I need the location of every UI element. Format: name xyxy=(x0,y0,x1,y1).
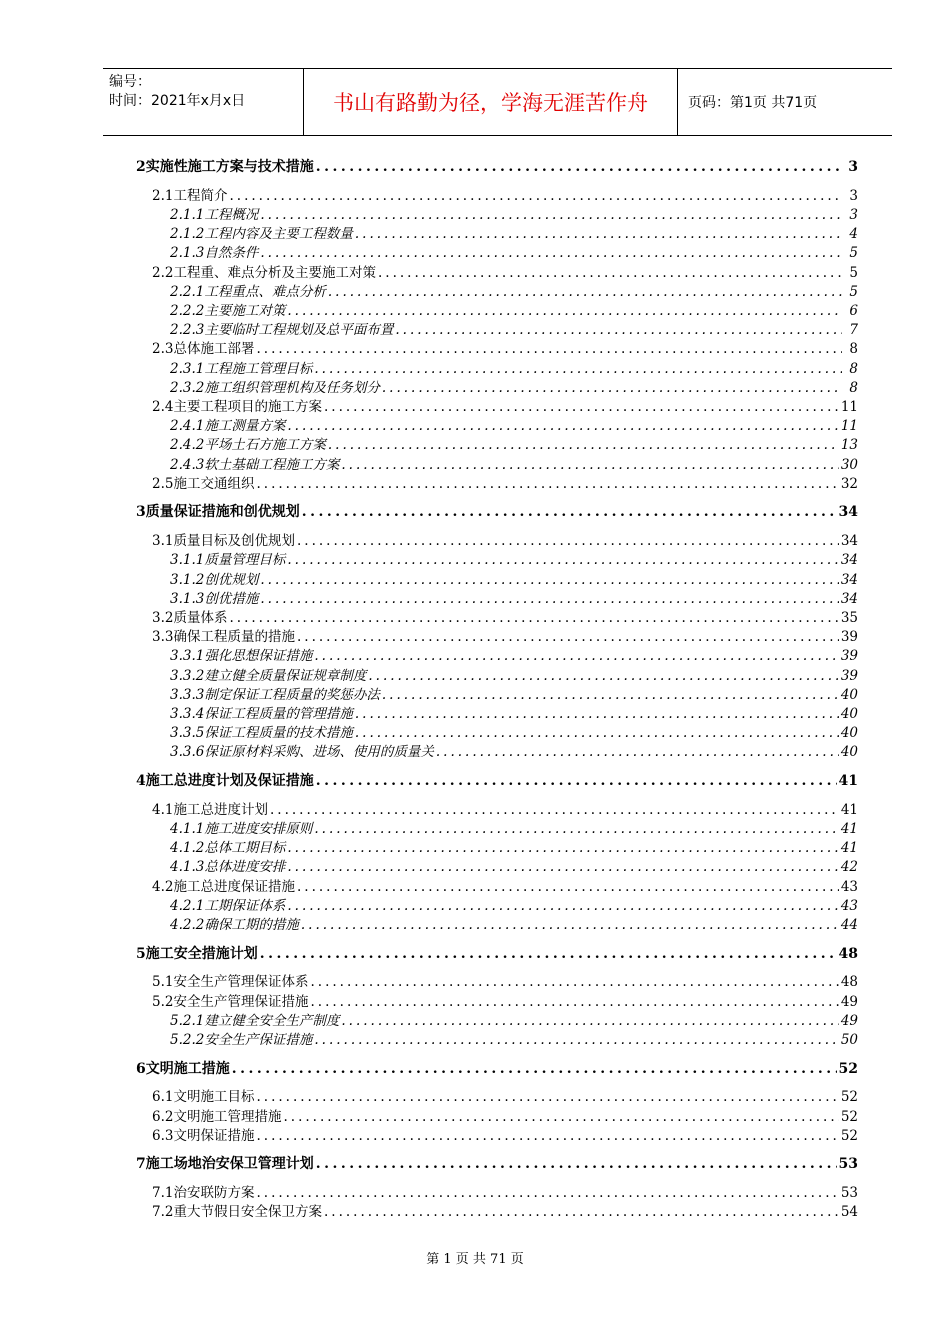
toc-page-number: 32 xyxy=(840,475,858,492)
toc-title: 3.3.4保证工程质量的管理措施 xyxy=(170,705,353,722)
toc-leader-dots xyxy=(297,532,839,551)
toc-section[interactable] xyxy=(152,532,858,551)
page-footer: 第 1 页 共 71 页 xyxy=(426,1252,524,1267)
toc-subsection[interactable] xyxy=(170,839,858,858)
toc-subsection[interactable] xyxy=(170,686,858,705)
toc-title: 5.2.1建立健全安全生产制度 xyxy=(170,1012,340,1029)
toc-title: 2.2.3主要临时工程规划及总平面布置 xyxy=(170,322,394,339)
toc-title: 2.5施工交通组织 xyxy=(152,475,255,492)
page-header xyxy=(103,68,892,136)
toc-title: 3.1.2创优规划 xyxy=(170,571,259,588)
toc-section[interactable] xyxy=(152,1127,858,1146)
toc-page-number: 34 xyxy=(838,504,858,521)
toc-leader-dots xyxy=(302,503,837,522)
toc-leader-dots xyxy=(256,340,842,359)
toc-leader-dots xyxy=(314,360,842,379)
toc-section[interactable] xyxy=(152,187,858,206)
toc-leader-dots xyxy=(229,609,838,628)
toc-subsection[interactable] xyxy=(170,206,858,225)
toc-subsection[interactable] xyxy=(170,225,858,244)
toc-subsection[interactable] xyxy=(170,590,858,609)
toc-title: 2.4.1施工测量方案 xyxy=(170,418,286,435)
toc-leader-dots xyxy=(382,379,842,398)
toc-title: 5施工安全措施计划 xyxy=(136,945,258,962)
toc-leader-dots xyxy=(229,187,842,206)
toc-chapter[interactable] xyxy=(136,1060,858,1079)
toc-page-number: 52 xyxy=(838,1060,858,1077)
toc-page-number: 3 xyxy=(848,159,858,175)
toc-subsection[interactable] xyxy=(170,820,858,839)
toc-leader-dots xyxy=(287,839,838,858)
toc-leader-dots xyxy=(314,647,838,666)
toc-page-number: 11 xyxy=(840,418,858,435)
toc-section[interactable] xyxy=(152,1088,858,1107)
toc-title: 2.1.1工程概况 xyxy=(170,206,259,223)
toc-section[interactable] xyxy=(152,973,858,992)
toc-section[interactable] xyxy=(152,609,858,628)
toc-section[interactable] xyxy=(152,1108,858,1127)
toc-page-number: 13 xyxy=(840,437,858,454)
toc-page-number: 39 xyxy=(840,667,858,684)
toc-page-number: 30 xyxy=(840,456,858,473)
toc-title: 7.2重大节假日安全保卫方案 xyxy=(152,1204,322,1221)
toc-leader-dots xyxy=(260,945,837,964)
toc-subsection[interactable] xyxy=(170,897,858,916)
toc-leader-dots xyxy=(297,628,839,647)
toc-leader-dots xyxy=(270,801,839,820)
toc-subsection[interactable] xyxy=(170,667,858,686)
toc-title: 2.3.1工程施工管理目标 xyxy=(170,360,313,377)
toc-subsection[interactable] xyxy=(170,321,858,340)
toc-page-number: 54 xyxy=(840,1204,858,1221)
toc-leader-dots xyxy=(314,1031,838,1050)
toc-leader-dots xyxy=(314,820,838,839)
toc-page-number: 7 xyxy=(849,322,858,339)
time-label: 时间：2021年x月x日 xyxy=(109,93,246,109)
toc-title: 4.2.2确保工期的措施 xyxy=(170,916,299,933)
toc-page-number: 35 xyxy=(840,609,858,626)
toc-page-number: 40 xyxy=(840,725,858,742)
header-meta xyxy=(103,69,304,135)
toc-title: 6.1文明施工目标 xyxy=(152,1089,255,1106)
toc-page-number: 43 xyxy=(840,878,858,895)
toc-subsection[interactable] xyxy=(170,724,858,743)
toc-title: 2.3总体施工部署 xyxy=(152,341,255,358)
toc-subsection[interactable] xyxy=(170,743,858,762)
toc-title: 2.1工程简介 xyxy=(152,187,228,204)
toc-title: 3.3确保工程质量的措施 xyxy=(152,629,295,646)
toc-title: 5.2安全生产管理保证措施 xyxy=(152,993,309,1010)
toc-title: 3.3.3制定保证工程质量的奖惩办法 xyxy=(170,686,380,703)
toc-title: 7施工场地治安保卫管理计划 xyxy=(136,1156,314,1173)
toc-title: 2.4.3软土基础工程施工方案 xyxy=(170,456,340,473)
toc-title: 4.1.3总体进度安排 xyxy=(170,859,286,876)
toc-title: 6文明施工措施 xyxy=(136,1060,230,1077)
toc-subsection[interactable] xyxy=(170,283,858,302)
toc-subsection[interactable] xyxy=(170,436,858,455)
toc-section[interactable] xyxy=(152,340,858,359)
toc-title: 2.2工程重、难点分析及主要施工对策 xyxy=(152,264,376,281)
toc-page-number: 5 xyxy=(849,245,858,262)
toc-title: 3.1.1质量管理目标 xyxy=(170,552,286,569)
toc-title: 4.1.1施工进度安排原则 xyxy=(170,820,313,837)
toc-page-number: 39 xyxy=(840,648,858,665)
toc-subsection[interactable] xyxy=(170,1012,858,1031)
toc-section[interactable] xyxy=(152,628,858,647)
toc-leader-dots xyxy=(324,398,839,417)
toc-subsection[interactable] xyxy=(170,379,858,398)
toc-page-number: 34 xyxy=(840,590,858,607)
toc-subsection[interactable] xyxy=(170,360,858,379)
toc-page-number: 8 xyxy=(849,379,858,396)
toc-leader-dots xyxy=(260,206,842,225)
toc-page-number: 41 xyxy=(840,801,858,818)
toc-title: 2实施性施工方案与技术措施 xyxy=(136,159,314,175)
toc-title: 2.2.1工程重点、难点分析 xyxy=(170,283,326,300)
toc-leader-dots xyxy=(310,993,838,1012)
toc-page-number: 5 xyxy=(849,264,858,281)
toc-leader-dots xyxy=(283,1108,838,1127)
toc-chapter[interactable] xyxy=(136,503,858,522)
toc-page-number: 52 xyxy=(840,1127,858,1144)
toc-chapter[interactable] xyxy=(136,1155,858,1174)
toc-subsection[interactable] xyxy=(170,705,858,724)
toc-section[interactable] xyxy=(152,878,858,897)
toc-page-number: 41 xyxy=(840,840,858,857)
toc-title: 2.1.2工程内容及主要工程数量 xyxy=(170,226,353,243)
toc-page-number: 43 xyxy=(840,897,858,914)
toc-leader-dots xyxy=(316,1155,837,1174)
toc-page-number: 53 xyxy=(840,1185,858,1202)
toc-title: 3.3.2建立健全质量保证规章制度 xyxy=(170,667,367,684)
toc-page-number: 11 xyxy=(840,398,858,415)
toc-leader-dots xyxy=(256,475,838,494)
header-page-info: 页码：第1页 共71页 xyxy=(688,95,818,111)
toc-leader-dots xyxy=(316,772,837,791)
toc-page-number: 42 xyxy=(840,859,858,876)
toc-page-number: 52 xyxy=(840,1108,858,1125)
toc-page-number: 34 xyxy=(840,533,858,550)
toc-page-number: 34 xyxy=(840,571,858,588)
toc-chapter[interactable] xyxy=(136,158,858,177)
toc-subsection[interactable] xyxy=(170,1031,858,1050)
toc-page-number: 39 xyxy=(840,629,858,646)
toc-page-number: 41 xyxy=(840,820,858,837)
toc-subsection[interactable] xyxy=(170,456,858,475)
toc-title: 3质量保证措施和创优规划 xyxy=(136,504,300,521)
toc-subsection[interactable] xyxy=(170,551,858,570)
toc-page-number: 8 xyxy=(849,360,858,377)
toc-title: 4施工总进度计划及保证措施 xyxy=(136,773,314,789)
toc-title: 3.3.5保证工程质量的技术措施 xyxy=(170,725,353,742)
toc-chapter[interactable] xyxy=(136,945,858,964)
toc-leader-dots xyxy=(301,916,839,935)
toc-page-number: 40 xyxy=(840,705,858,722)
toc-title: 2.1.3自然条件 xyxy=(170,245,259,262)
header-motto: 书山有路勤为径，学海无涯苦作舟 xyxy=(304,69,678,135)
toc-leader-dots xyxy=(297,878,839,897)
toc-subsection[interactable] xyxy=(170,916,858,935)
toc-leader-dots xyxy=(260,590,838,609)
toc-title: 7.1治安联防方案 xyxy=(152,1185,255,1202)
toc-title: 5.2.2安全生产保证措施 xyxy=(170,1031,313,1048)
toc-title: 2.4.2平场土石方施工方案 xyxy=(170,437,326,454)
toc-leader-dots xyxy=(341,1012,838,1031)
toc-title: 2.2.2主要施工对策 xyxy=(170,302,286,319)
toc-title: 3.3.1强化思想保证措施 xyxy=(170,648,313,665)
toc-page-number: 5 xyxy=(849,283,858,300)
toc-page-number: 6 xyxy=(849,302,858,319)
toc-leader-dots xyxy=(382,686,839,705)
toc-page-number: 40 xyxy=(840,744,858,761)
toc-leader-dots xyxy=(436,743,839,762)
toc-leader-dots xyxy=(287,551,838,570)
toc-title: 6.2文明施工管理措施 xyxy=(152,1108,282,1125)
toc-leader-dots xyxy=(355,724,839,743)
toc-title: 6.3文明保证措施 xyxy=(152,1127,255,1144)
toc-page-number: 48 xyxy=(838,945,858,962)
toc-title: 4.2施工总进度保证措施 xyxy=(152,878,295,895)
toc-title: 2.4主要工程项目的施工方案 xyxy=(152,398,322,415)
toc-subsection[interactable] xyxy=(170,858,858,877)
toc-page-number: 40 xyxy=(840,686,858,703)
toc-leader-dots xyxy=(328,283,842,302)
toc-page-number: 8 xyxy=(849,341,858,358)
toc-leader-dots xyxy=(368,667,838,686)
toc-leader-dots xyxy=(378,264,842,283)
toc-title: 3.3.6保证原材料采购、进场、使用的质量关 xyxy=(170,744,434,761)
toc-leader-dots xyxy=(256,1088,838,1107)
toc-title: 3.2质量体系 xyxy=(152,609,228,626)
toc-section[interactable] xyxy=(152,993,858,1012)
toc-page-number: 53 xyxy=(838,1156,858,1173)
toc-page-number: 52 xyxy=(840,1089,858,1106)
toc-page-number: 34 xyxy=(840,552,858,569)
toc-leader-dots xyxy=(341,456,838,475)
toc-leader-dots xyxy=(310,973,838,992)
toc-leader-dots xyxy=(324,1203,839,1222)
toc-leader-dots xyxy=(316,158,842,177)
toc-subsection[interactable] xyxy=(170,302,858,321)
toc-leader-dots xyxy=(256,1184,838,1203)
toc-title: 2.3.2施工组织管理机构及任务划分 xyxy=(170,379,380,396)
toc-section[interactable] xyxy=(152,475,858,494)
toc-chapter[interactable] xyxy=(136,772,858,791)
toc-section[interactable] xyxy=(152,398,858,417)
toc-section[interactable] xyxy=(152,1184,858,1203)
toc-title: 5.1安全生产管理保证体系 xyxy=(152,974,309,991)
toc-subsection[interactable] xyxy=(170,647,858,666)
toc-page-number: 4 xyxy=(849,226,858,243)
toc-leader-dots xyxy=(395,321,842,340)
toc-leader-dots xyxy=(232,1060,837,1079)
toc-leader-dots xyxy=(355,225,842,244)
toc-page-number: 41 xyxy=(838,773,858,789)
toc-title: 3.1.3创优措施 xyxy=(170,590,259,607)
toc-page-number: 49 xyxy=(840,993,858,1010)
toc-leader-dots xyxy=(287,897,838,916)
toc-title: 4.1.2总体工期目标 xyxy=(170,840,286,857)
toc-page-number: 48 xyxy=(840,974,858,991)
toc-leader-dots xyxy=(287,417,838,436)
toc-leader-dots xyxy=(260,244,842,263)
number-label: 编号： xyxy=(109,74,151,90)
toc-subsection[interactable] xyxy=(170,417,858,436)
toc-subsection[interactable] xyxy=(170,244,858,263)
toc-title: 4.2.1工期保证体系 xyxy=(170,897,286,914)
toc-section[interactable] xyxy=(152,1203,858,1222)
toc-title: 4.1施工总进度计划 xyxy=(152,801,268,818)
toc-page-number: 3 xyxy=(849,187,858,204)
toc-page-number: 50 xyxy=(840,1031,858,1048)
toc-leader-dots xyxy=(355,705,839,724)
toc-leader-dots xyxy=(328,436,839,455)
toc-leader-dots xyxy=(287,858,838,877)
toc-leader-dots xyxy=(287,302,842,321)
toc-leader-dots xyxy=(256,1127,838,1146)
toc-page-number: 3 xyxy=(849,206,858,223)
toc-page-number: 49 xyxy=(840,1012,858,1029)
toc-section[interactable] xyxy=(152,264,858,283)
toc-leader-dots xyxy=(260,571,838,590)
toc-title: 3.1质量目标及创优规划 xyxy=(152,533,295,550)
toc-page-number: 44 xyxy=(840,916,858,933)
toc-subsection[interactable] xyxy=(170,571,858,590)
toc-section[interactable] xyxy=(152,801,858,820)
